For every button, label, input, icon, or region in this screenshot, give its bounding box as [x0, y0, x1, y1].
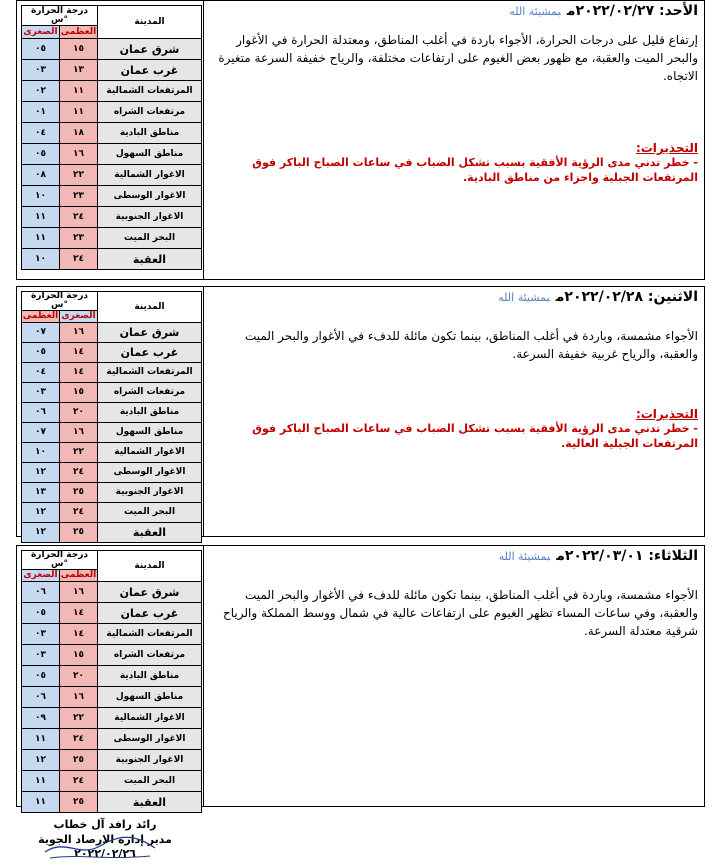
max-temp: ١٦: [60, 423, 98, 443]
city-name: شرق عمان: [98, 39, 202, 60]
city-name: المرتفعات الشمالية: [98, 81, 202, 102]
temperature-table: [21, 5, 202, 270]
table-row: [22, 792, 202, 813]
city-name: الاغوار الوسطى: [98, 463, 202, 483]
min-temp: ٠٩: [22, 708, 60, 729]
warning-text: - خطر تدني مدى الرؤية الأفقية بسبب تشكل الضباب في ساعات الصباح الباكر فوق المرتفعات الجبلية واجزاء من مناطق البادية.: [252, 156, 698, 184]
warning-text: - خطر تدني مدى الرؤية الأفقية بسبب تشكل الضباب في ساعات الصباح الباكر فوق المرتفعات الجبلية العالية.: [252, 422, 698, 450]
temp-header: درجة الحرارة س°: [22, 292, 98, 311]
max-temp: ١٤: [60, 363, 98, 383]
day-heading: [209, 289, 698, 305]
min-temp: ٠٣: [22, 645, 60, 666]
handwritten-signature: [40, 828, 160, 864]
min-temp: ٠٤: [22, 123, 60, 144]
min-temp: ٠٦: [22, 582, 60, 603]
min-temp: ١٢: [22, 750, 60, 771]
city-name: البحر الميت: [98, 503, 202, 523]
table-row: [22, 423, 202, 443]
table-row: [22, 645, 202, 666]
table-row: [22, 207, 202, 228]
min-temp: ٠٢: [22, 81, 60, 102]
min-temp: ١١: [22, 771, 60, 792]
signature-date: ٢٠٢٢/٠٢/٢٦: [74, 847, 136, 860]
signer-name: رائد رافد آل خطاب: [53, 818, 157, 831]
temperature-table: [21, 550, 202, 813]
max-temp: ١٦: [60, 323, 98, 343]
table-row: [22, 463, 202, 483]
min-temp: ١٠: [22, 249, 60, 270]
table-row: [22, 383, 202, 403]
forecast-text: الأجواء مشمسة، وباردة في أغلب المناطق، بينما تكون مائلة للدفء في الأغوار والبحر الميت والعقبة، وفي ساعات المساء تظهر الغيوم على ارتفاعات عالية في شمال ووسط المملكة والرياح شرقية معتدلة السرعة.: [223, 588, 698, 638]
max-header: العظمى: [60, 26, 97, 37]
max-temp: ٢٣: [60, 228, 98, 249]
min-temp: ١٣: [22, 483, 60, 503]
column-divider: [203, 546, 204, 806]
max-temp: ١١: [60, 102, 98, 123]
table-row: [22, 165, 202, 186]
max-temp: ٢٣: [60, 186, 98, 207]
min-temp: ٠٦: [22, 403, 60, 423]
forecast-text: الأجواء مشمسة، وباردة في أغلب المناطق، بينما تكون مائلة للدفء في الأغوار والبحر الميت والعقبة، والرياح غربية خفيفة السرعة.: [244, 329, 698, 361]
city-name: البحر الميت: [98, 771, 202, 792]
max-temp: ٢٤: [60, 249, 98, 270]
min-temp: ٠١: [22, 102, 60, 123]
day-content: [209, 289, 698, 451]
city-name: مناطق السهول: [98, 144, 202, 165]
min-temp: ٠٨: [22, 165, 60, 186]
table-row: [22, 39, 202, 60]
warning-title: التحذيرات:: [635, 407, 698, 421]
temp-header: درجة الحرارة س°: [22, 551, 98, 570]
max-temp: ٢٥: [60, 483, 98, 503]
table-row: [22, 771, 202, 792]
day-date: ٢٠٢٢/٠٢/٢٧م: [566, 3, 655, 19]
city-name: المرتفعات الشمالية: [98, 363, 202, 383]
city-name: مناطق البادية: [98, 403, 202, 423]
min-temp: ٠٥: [22, 666, 60, 687]
table-row: [22, 624, 202, 645]
day-section-1: [16, 0, 705, 280]
min-temp: ١٠: [22, 443, 60, 463]
city-header: المدينة: [98, 551, 202, 582]
max-temp: ١٦: [60, 582, 98, 603]
city-name: المرتفعات الشمالية: [98, 624, 202, 645]
min-temp: ١٢: [22, 503, 60, 523]
min-temp: ١١: [22, 729, 60, 750]
min-temp: ١١: [22, 207, 60, 228]
table-row: [22, 666, 202, 687]
table-row: [22, 687, 202, 708]
min-temp: ٠٧: [22, 323, 60, 343]
city-name: الاغوار الجنوبية: [98, 483, 202, 503]
city-name: مناطق السهول: [98, 423, 202, 443]
max-temp: ٢٠: [60, 403, 98, 423]
table-row: [22, 603, 202, 624]
day-content: [209, 548, 698, 640]
city-name: الاغوار الشمالية: [98, 708, 202, 729]
min-temp: ٠٦: [22, 687, 60, 708]
temp-header: درجة الحرارة س°: [22, 6, 98, 26]
blessing-text: بمشيئة الله: [509, 5, 561, 18]
max-header: العظمى: [22, 311, 59, 321]
blessing-text: بمشيئة الله: [498, 550, 551, 563]
table-row: [22, 750, 202, 771]
table-row: [22, 708, 202, 729]
table-row: [22, 523, 202, 543]
min-temp: ٠٥: [22, 603, 60, 624]
max-temp: ٢٤: [60, 771, 98, 792]
min-temp: ٠٣: [22, 60, 60, 81]
city-name: غرب عمان: [98, 603, 202, 624]
table-row: [22, 228, 202, 249]
day-label: الأحد:: [659, 3, 698, 19]
city-name: شرق عمان: [98, 323, 202, 343]
max-temp: ٢٠: [60, 666, 98, 687]
min-temp: ١٢: [22, 523, 60, 543]
city-name: مرتفعات الشراه: [98, 383, 202, 403]
table-row: [22, 403, 202, 423]
city-name: غرب عمان: [98, 60, 202, 81]
day-label: الاثنين:: [647, 289, 698, 305]
min-temp: ٠٧: [22, 423, 60, 443]
day-section-3: [16, 545, 705, 807]
table-row: [22, 483, 202, 503]
warning-title: التحذيرات:: [635, 141, 698, 155]
table-row: [22, 144, 202, 165]
max-temp: ١٥: [60, 645, 98, 666]
temperature-table: [21, 291, 202, 543]
max-temp: ٢٤: [60, 207, 98, 228]
max-temp: ٢٤: [60, 463, 98, 483]
table-row: [22, 186, 202, 207]
city-name: الاغوار الشمالية: [98, 443, 202, 463]
max-header: العظمى: [60, 570, 97, 580]
max-temp: ١٤: [60, 624, 98, 645]
signer-title: مدير إدارة الارصاد الجوية: [38, 833, 172, 846]
table-row: [22, 323, 202, 343]
min-temp: ٠٤: [22, 363, 60, 383]
table-row: [22, 443, 202, 463]
table-row: [22, 503, 202, 523]
min-header: الصغرى: [61, 311, 96, 321]
max-temp: ١٨: [60, 123, 98, 144]
max-temp: ١٥: [60, 383, 98, 403]
min-temp: ٠٣: [22, 624, 60, 645]
max-temp: ١٦: [60, 144, 98, 165]
min-temp: ١٢: [22, 463, 60, 483]
city-header: المدينة: [98, 292, 202, 323]
forecast-text: إرتفاع قليل على درجات الحرارة، الأجواء باردة في أغلب المناطق، ومعتدلة الحرارة في الأغوار والبحر الميت والعقبة، مع ظهور بعض الغيوم على ارتفاعات مختلفة، والرياح خفيفة السرعة متغيرة الاتجاه.: [218, 33, 698, 83]
city-name: الاغوار الجنوبية: [98, 207, 202, 228]
max-temp: ٢٥: [60, 523, 98, 543]
max-temp: ١٦: [60, 687, 98, 708]
min-temp: ٠٥: [22, 343, 60, 363]
table-row: [22, 363, 202, 383]
max-temp: ٢٢: [60, 165, 98, 186]
table-row: [22, 249, 202, 270]
city-name: العقبة: [98, 792, 202, 813]
max-temp: ١٣: [60, 60, 98, 81]
table-row: [22, 343, 202, 363]
max-temp: ١٥: [60, 39, 98, 60]
city-name: مناطق السهول: [98, 687, 202, 708]
max-temp: ١٤: [60, 343, 98, 363]
city-name: غرب عمان: [98, 343, 202, 363]
min-temp: ٠٥: [22, 39, 60, 60]
city-name: العقبة: [98, 523, 202, 543]
min-temp: ٠٣: [22, 383, 60, 403]
day-section-2: [16, 286, 705, 537]
min-header: الصغرى: [23, 26, 58, 37]
max-temp: ١١: [60, 81, 98, 102]
city-name: العقبة: [98, 249, 202, 270]
max-temp: ٢٥: [60, 792, 98, 813]
blessing-text: بمشيئة الله: [498, 291, 550, 304]
day-heading: [209, 3, 698, 19]
table-row: [22, 123, 202, 144]
day-date: ٢٠٢٢/٠٣/٠١م: [556, 548, 644, 564]
column-divider: [203, 287, 204, 536]
column-divider: [203, 1, 204, 279]
max-temp: ٢٢: [60, 708, 98, 729]
max-temp: ١٤: [60, 603, 98, 624]
city-name: البحر الميت: [98, 228, 202, 249]
max-temp: ٢٤: [60, 503, 98, 523]
min-temp: ١١: [22, 228, 60, 249]
city-name: مناطق البادية: [98, 666, 202, 687]
min-temp: ٠٥: [22, 144, 60, 165]
day-heading: [209, 548, 698, 564]
city-name: مرتفعات الشراه: [98, 102, 202, 123]
max-temp: ٢٢: [60, 443, 98, 463]
min-header: الصغرى: [23, 570, 58, 580]
max-temp: ٢٤: [60, 729, 98, 750]
city-name: الاغوار الوسطى: [98, 729, 202, 750]
city-header: المدينة: [98, 6, 202, 39]
city-name: شرق عمان: [98, 582, 202, 603]
city-name: الاغوار الجنوبية: [98, 750, 202, 771]
max-temp: ٢٥: [60, 750, 98, 771]
min-temp: ١٠: [22, 186, 60, 207]
table-row: [22, 582, 202, 603]
city-name: مناطق البادية: [98, 123, 202, 144]
table-row: [22, 81, 202, 102]
day-date: ٢٠٢٢/٠٢/٢٨م: [555, 289, 644, 305]
day-label: الثلاثاء:: [648, 548, 698, 564]
table-row: [22, 60, 202, 81]
min-temp: ١١: [22, 792, 60, 813]
day-content: [209, 3, 698, 185]
city-name: مرتفعات الشراه: [98, 645, 202, 666]
city-name: الاغوار الوسطى: [98, 186, 202, 207]
table-row: [22, 729, 202, 750]
city-name: الاغوار الشمالية: [98, 165, 202, 186]
table-row: [22, 102, 202, 123]
